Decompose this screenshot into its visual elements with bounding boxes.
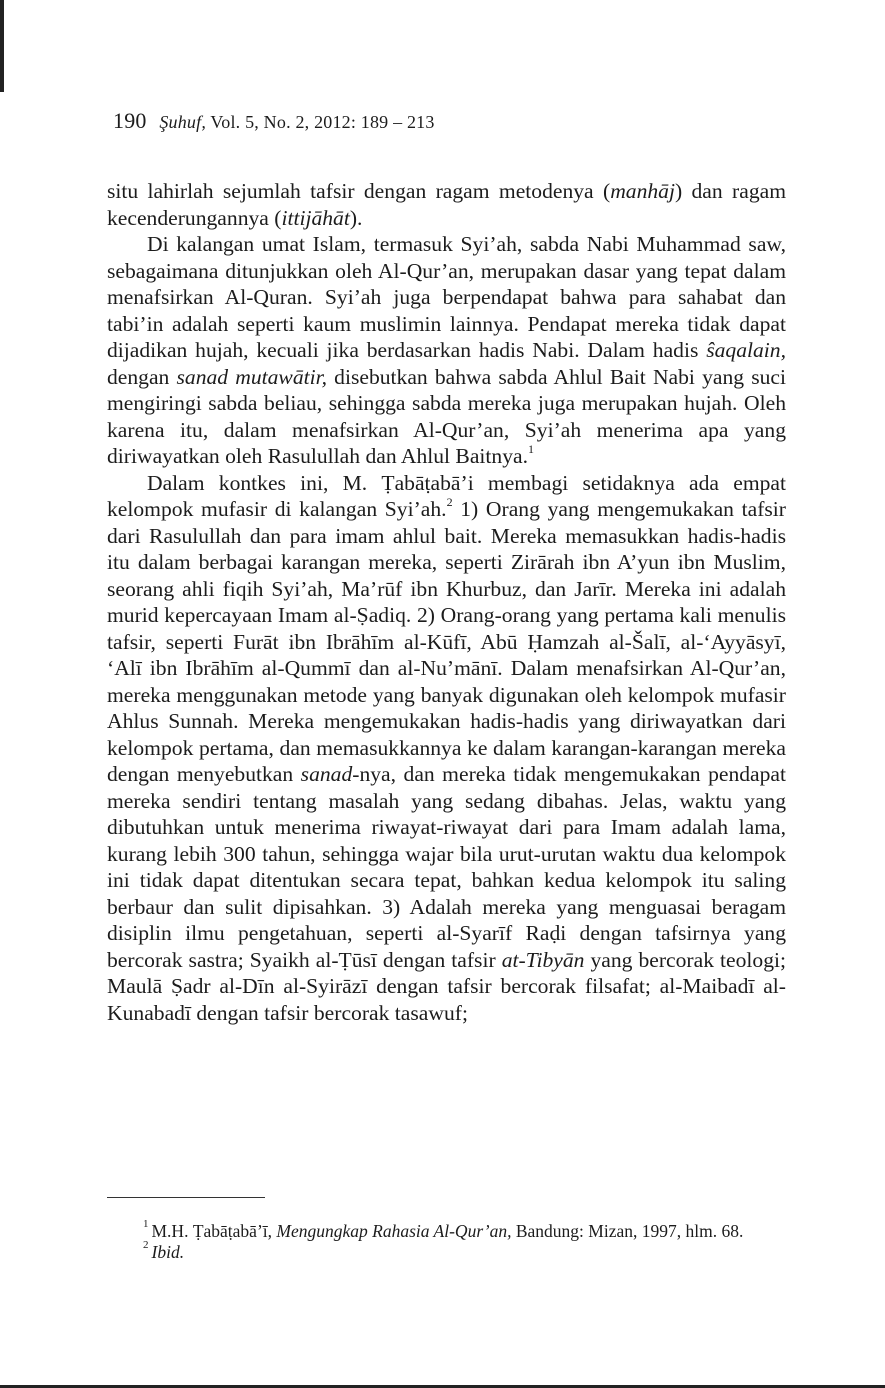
footnotes (107, 1218, 782, 1262)
ibid-text: Ibid. (151, 1241, 185, 1262)
italic-term: sanad mutawātir, (176, 364, 328, 389)
italic-term: sanad (300, 762, 353, 786)
paragraph-1 (107, 178, 786, 231)
italic-term: manhāj (610, 179, 675, 203)
footnote-divider (107, 1197, 265, 1198)
journal-name: Şuhuf, (159, 112, 207, 132)
text-run: M.H. Ṭabāṭabā’ī, (151, 1221, 277, 1241)
text-run: Di kalangan umat Islam, termasuk Syi’ah, sabda Nabi Muhammad saw, sebagaimana ditunjukkan oleh Al-Qur’an, merupakan dasar yang tepat dalam menafsirkan Al-Quran. Syi’ah juga berpendapat bahwa para sahabat dan tabi’in adalah seperti kaum muslimin lainnya. Pendapat mereka tidak dapat dijadikan hujah, kecuali jika berdasarkan hadis Nabi. Dalam hadis (107, 232, 786, 362)
text-run: 1) Orang yang mengemukakan tafsir dari Rasulullah dan para imam ahlul bait. Mereka memasukkan hadis-hadis itu dalam berbagai karangan mereka, seperti Zirārah ibn A’yun ibn Muslim, seorang ahli fiqih Syi’ah, Ma’rūf ibn Khurbuz, dan Jarīr. Mereka ini adalah murid kepercayaan Imam al-Ṣadiq. 2) Orang-orang yang pertama kali menulis tafsir, seperti Furāt ibn Ibrāhīm al-Kūfī, Abū Ḥamzah al-Šalī, al-‘Ayyāsyī, ‘Alī ibn Ibrāhīm al-Qummī dan al-Nu’mānī. Dalam menafsirkan Al-Qur’an, mereka menggunakan metode yang banyak digunakan oleh kelompok mufasir Ahlus Sunnah. Mereka mengemukakan hadis-hadis yang diriwayatkan dari kelompok pertama, dan memasukkannya ke dalam karangan-karangan mereka dengan menyebutkan (107, 497, 786, 786)
text-run: Dalam kontkes ini, M. Ṭabāṭabā’i membagi setidaknya ada empat kelompok mufasir di kalangan Syi’ah. (107, 470, 786, 521)
text-run: situ lahirlah sejumlah tafsir dengan ragam metodenya ( (107, 179, 611, 203)
footnote-number: 2 (143, 1238, 149, 1251)
footnote-1 (107, 1218, 782, 1242)
text-run: -nya, dan mereka tidak mengemukakan pendapat mereka sendiri tentang masalah yang sedang dibahas. Jelas, waktu yang dibutuhkan untuk menerima riwayat-riwayat dari para Imam adalah lama, kurang lebih 300 tahun, sehingga wajar bila urut-urutan waktu dua kelompok ini tidak dapat ditentukan secara tepat, bahkan kedua kelompok itu saling berbaur dan sulit dipisahkan. 3) Adalah mereka yang menguasai beragam disiplin ilmu pengetahuan, seperti al-Syarīf Raḍi dengan tafsirnya yang bercorak sastra; Syaikh al-Ṭūsī dengan tafsir (107, 762, 787, 972)
footnote-2 (107, 1238, 782, 1263)
text-run: disebutkan bahwa sabda Ahlul Bait Nabi yang suci mengiringi sabda beliau, sehingga sabda mereka juga merupakan hujah. Oleh karena itu, dalam menafsirkan Al-Qur’an, Syi’ah menerima apa yang diriwayatkan oleh Rasulullah dan Ahlul Baitnya. (107, 364, 786, 468)
page-edge-shadow (0, 0, 4, 92)
italic-term: ŝaqalain, (706, 338, 786, 362)
text-run: ). (349, 205, 363, 230)
book-title: Mengungkap Rahasia Al-Qur’an, (276, 1221, 512, 1241)
text-run: yang bercorak teologi; Maulā Ṣadr al-Dīn al-Syirāzī dengan tafsir bercorak filsafat; al-Maibadī al-Kunabadī dengan tafsir bercorak tasawuf; (107, 947, 786, 1025)
paragraph-2 (107, 231, 786, 470)
journal-citation: Vol. 5, No. 2, 2012: 189 – 213 (210, 112, 435, 132)
text-run: Bandung: Mizan, 1997, hlm. 68. (511, 1221, 744, 1241)
footnote-ref[interactable]: 1 (528, 441, 534, 456)
text-run: dengan (107, 364, 177, 389)
body-text (107, 178, 786, 1026)
italic-term: at-Tibyān (501, 947, 585, 972)
footnote-number: 1 (143, 1218, 149, 1231)
paragraph-3 (107, 470, 786, 1027)
footnote-ref[interactable]: 2 (446, 494, 453, 509)
running-header (113, 108, 435, 134)
page-number: 190 (113, 108, 147, 133)
text-run: ) dan ragam kecenderungannya ( (107, 179, 786, 230)
italic-term: ittijāhāt (281, 205, 350, 230)
